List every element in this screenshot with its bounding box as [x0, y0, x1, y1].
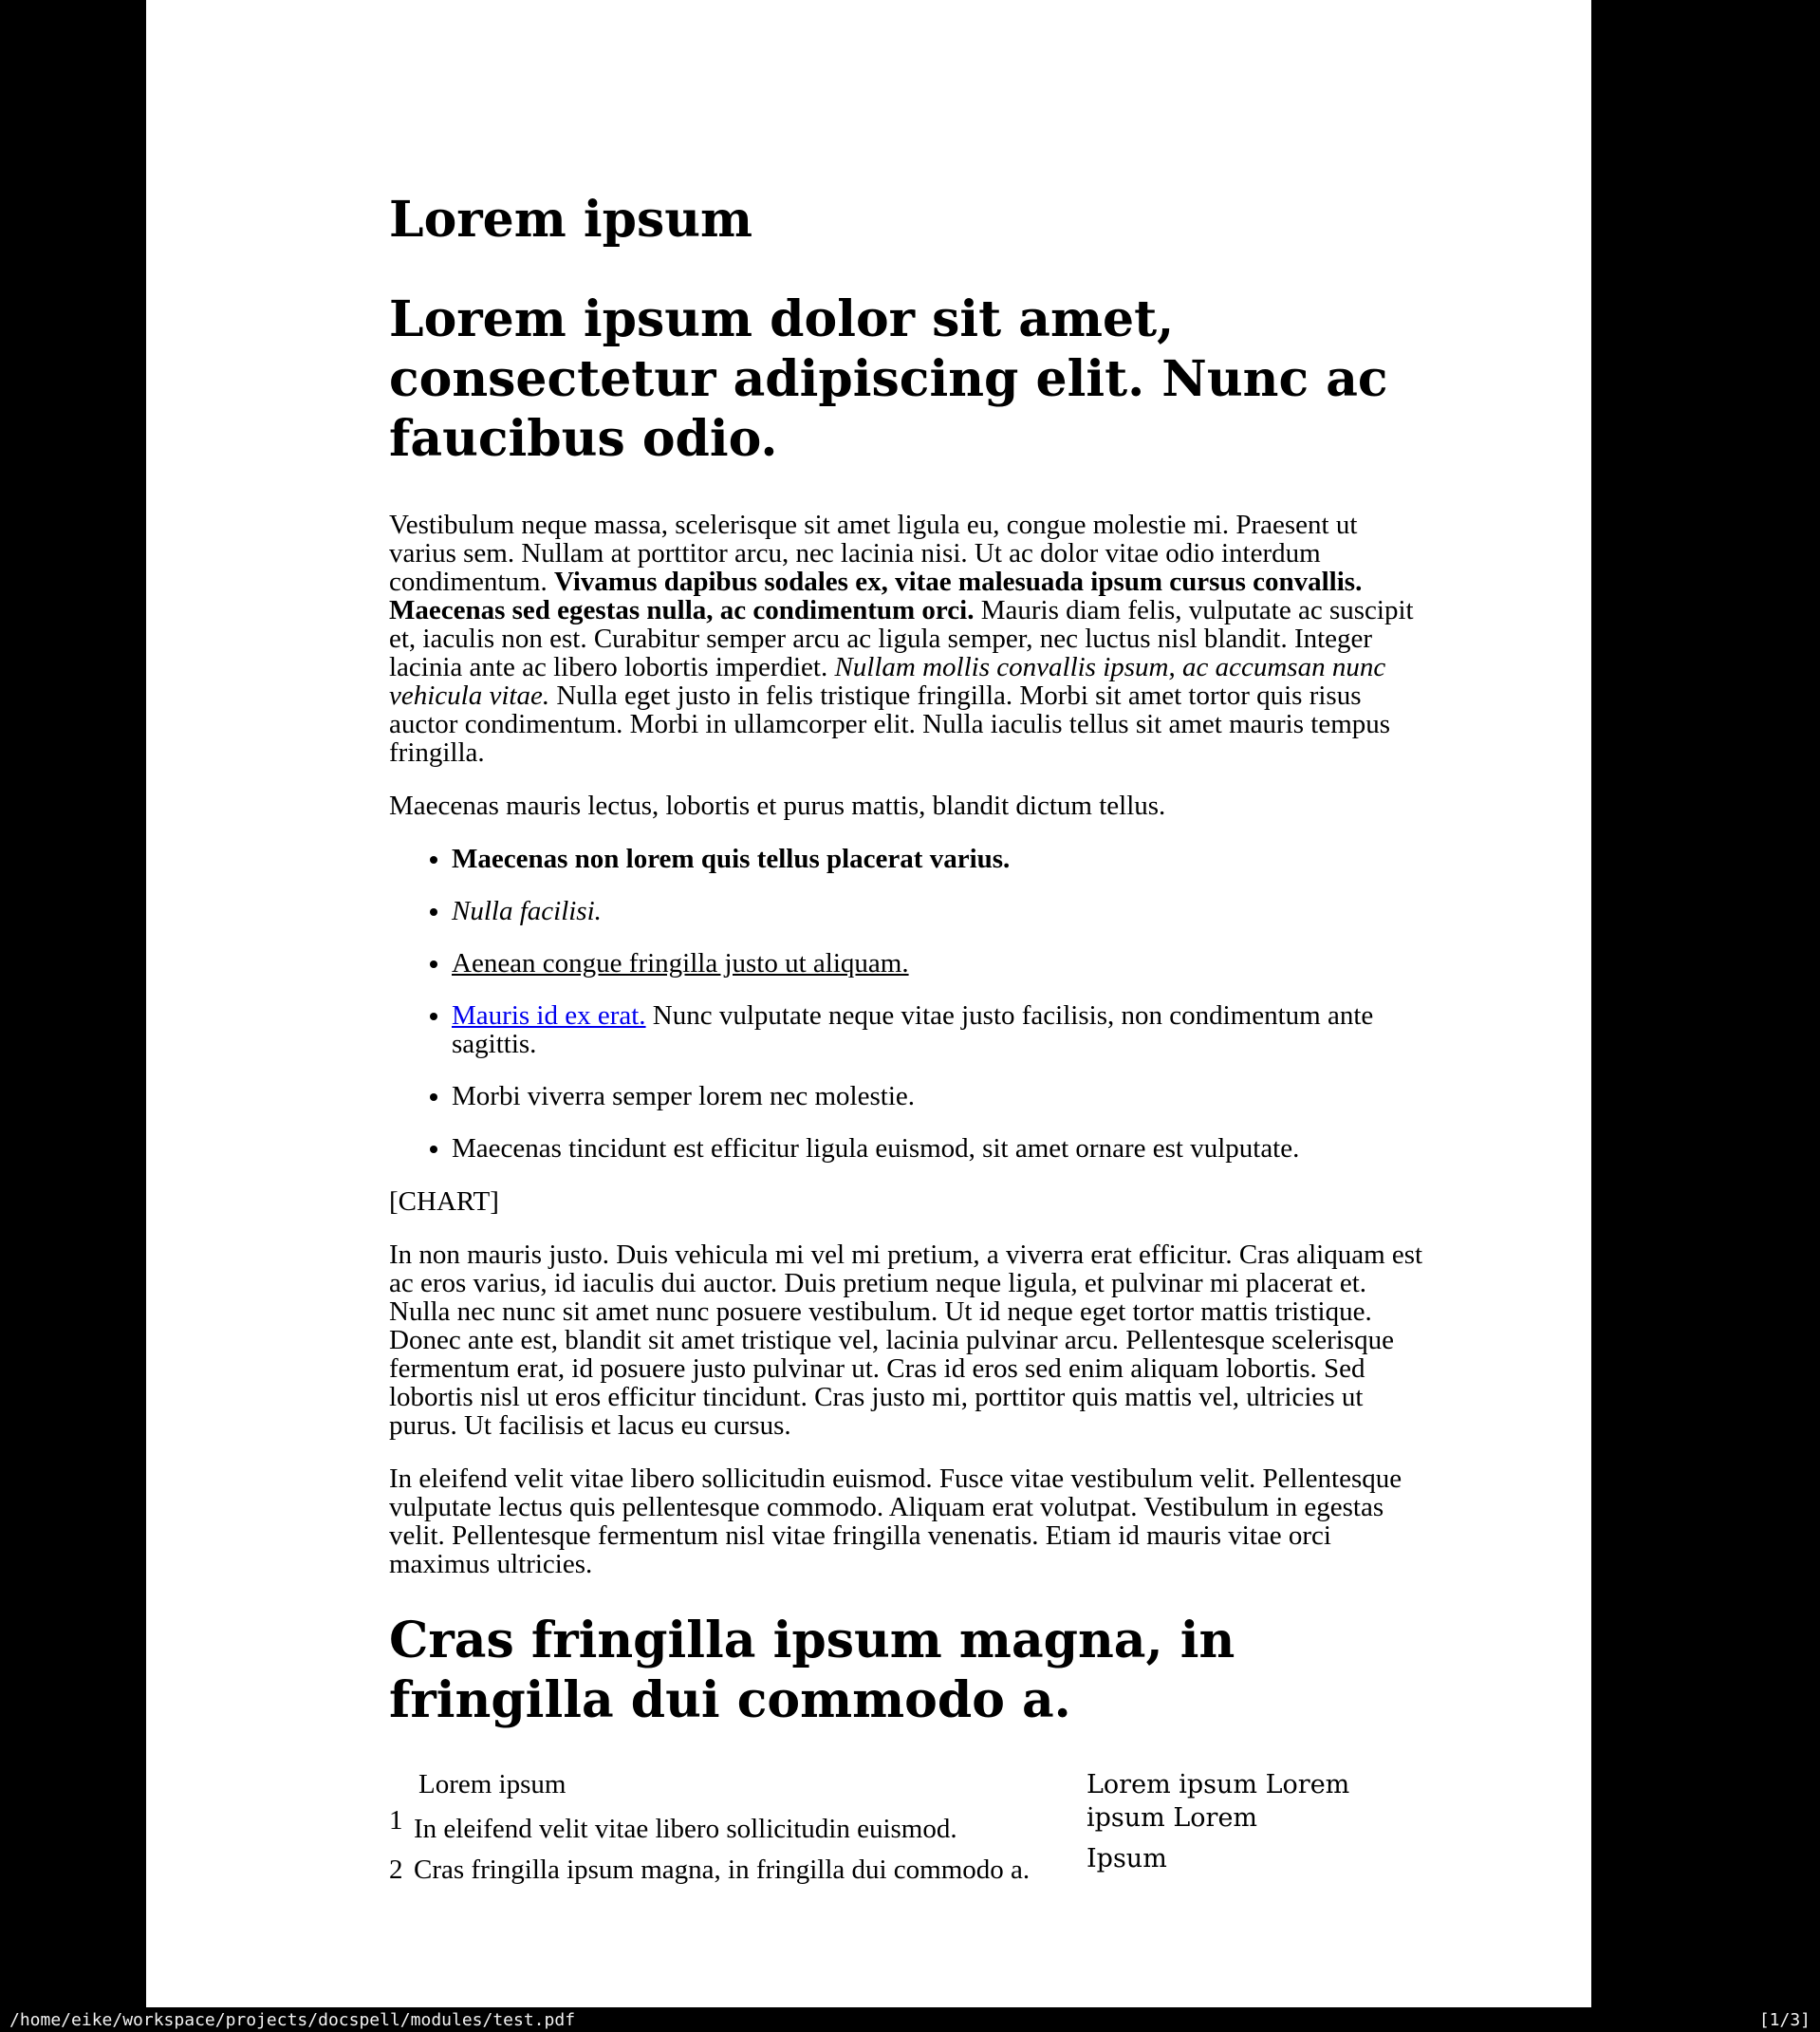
document-subtitle-heading: Lorem ipsum dolor sit amet, consectetur adipiscing elit. Nunc ac faucibus odio.: [389, 290, 1388, 468]
table-row: [389, 1854, 1086, 1887]
statusbar-file-path: /home/eike/workspace/projects/docspell/modules/test.pdf: [9, 2009, 576, 2030]
list-item: • Maecenas tincidunt est efficitur ligula euismod, sit amet ornare est vulputate.: [452, 1134, 1427, 1163]
paragraph-1-italic-text: Nullam mollis convallis ipsum, ac accumsan nunc vehicula vitae.: [389, 652, 1386, 711]
section-heading: Cras fringilla ipsum magna, in fringilla dui commodo a.: [389, 1612, 1235, 1729]
table-cell: Ipsum: [1086, 1844, 1167, 1874]
list-item-text: Nunc vulputate neque vitae justo facilisis, non condimentum ante sagittis.: [452, 1000, 1374, 1059]
list-item: • Maecenas non lorem quis tellus placerat varius.: [452, 845, 1427, 873]
table-left-column: [389, 1768, 1086, 1887]
paragraph-1-text: Vestibulum neque massa, scelerisque sit amet ligula eu, congue molestie mi. Praesent ut varius sem. Nullam at porttitor arcu, nec lacinia nisi. Ut ac dolor vitae odio interdum condimentum.: [389, 510, 1358, 597]
list-item: • Morbi viverra semper lorem nec molestie.: [452, 1082, 1427, 1110]
document-title: Lorem ipsum: [389, 191, 753, 249]
list-item: • Nulla facilisi.: [452, 897, 1427, 925]
pdf-page[interactable]: [146, 0, 1591, 2007]
document-hyperlink[interactable]: Mauris id ex erat.: [452, 1000, 646, 1031]
table-row: [389, 1804, 1086, 1846]
table-cell-text: Cras fringilla ipsum magna, in fringilla dui commodo a.: [414, 1855, 1031, 1885]
paragraph-1-text-mid: Mauris diam felis, vulputate ac suscipit et, iaculis non est. Curabitur semper arcu ac ligula semper, nec luctus nisl blandit. Integer lacinia ante ac libero lobortis imperdiet.: [389, 595, 1414, 682]
paragraph-1: [389, 511, 1427, 767]
paragraph-2: Maecenas mauris lectus, lobortis et purus mattis, blandit dictum tellus.: [389, 791, 1166, 821]
table-cell-text: In eleifend velit vitae libero sollicitudin euismod.: [414, 1814, 957, 1844]
pdf-page-content: [389, 190, 1427, 1887]
statusbar-page-indicator: [1/3]: [1758, 2009, 1811, 2030]
row-number: 2: [389, 1855, 403, 1885]
document-table: [389, 1768, 1427, 1887]
table-column-header: Lorem ipsum: [418, 1769, 566, 1799]
list-item: • Aenean congue fringilla justo ut aliquam.: [452, 949, 1427, 978]
chart-placeholder: [CHART]: [389, 1186, 499, 1217]
bullet-list: [389, 845, 1427, 1163]
statusbar: [0, 2007, 1820, 2032]
paragraph-1-text-end: Nulla eget justo in felis tristique fringilla. Morbi sit amet tortor quis risus auctor condimentum. Morbi in ullamcorper elit. Nulla iaculis tellus sit amet mauris tempus fringilla.: [389, 680, 1391, 768]
paragraph-3: In non mauris justo. Duis vehicula mi vel mi pretium, a viverra erat efficitur. Cras aliquam est ac eros varius, id iaculis dui auctor. Duis pretium neque ligula, et pulvinar mi placerat et. Nulla nec nunc sit amet nunc posuere vestibulum. Ut id neque eget tortor mattis tristique. Donec ante est, blandit sit amet tristique vel, lacinia pulvinar arcu. Pellentesque scelerisque fermentum erat, id posuere justo pulvinar ut. Cras id eros sed enim aliquam lobortis. Sed lobortis nisl ut eros efficitur tincidunt. Cras justo mi, porttitor quis mattis vel, ultricies ut purus. Ut facilisis et lacus eu cursus.: [389, 1240, 1423, 1441]
table-cell: Lorem ipsum Lorem ipsum Lorem: [1086, 1770, 1350, 1833]
table-right-column: [1086, 1768, 1428, 1887]
row-number: 1: [389, 1805, 403, 1836]
paragraph-1-bold-text: Vivamus dapibus sodales ex, vitae malesuada ipsum cursus convallis. Maecenas sed egestas nulla, ac condimentum orci.: [389, 567, 1363, 625]
paragraph-4: In eleifend velit vitae libero sollicitudin euismod. Fusce vitae vestibulum velit. Pellentesque vulputate lectus quis pellentesque commodo. Aliquam erat volutpat. Vestibulum in egestas velit. Pellentesque fermentum nisl vitae fringilla venenatis. Etiam id mauris vitae orci maximus ultricies.: [389, 1463, 1402, 1579]
list-item: [452, 1001, 1427, 1058]
